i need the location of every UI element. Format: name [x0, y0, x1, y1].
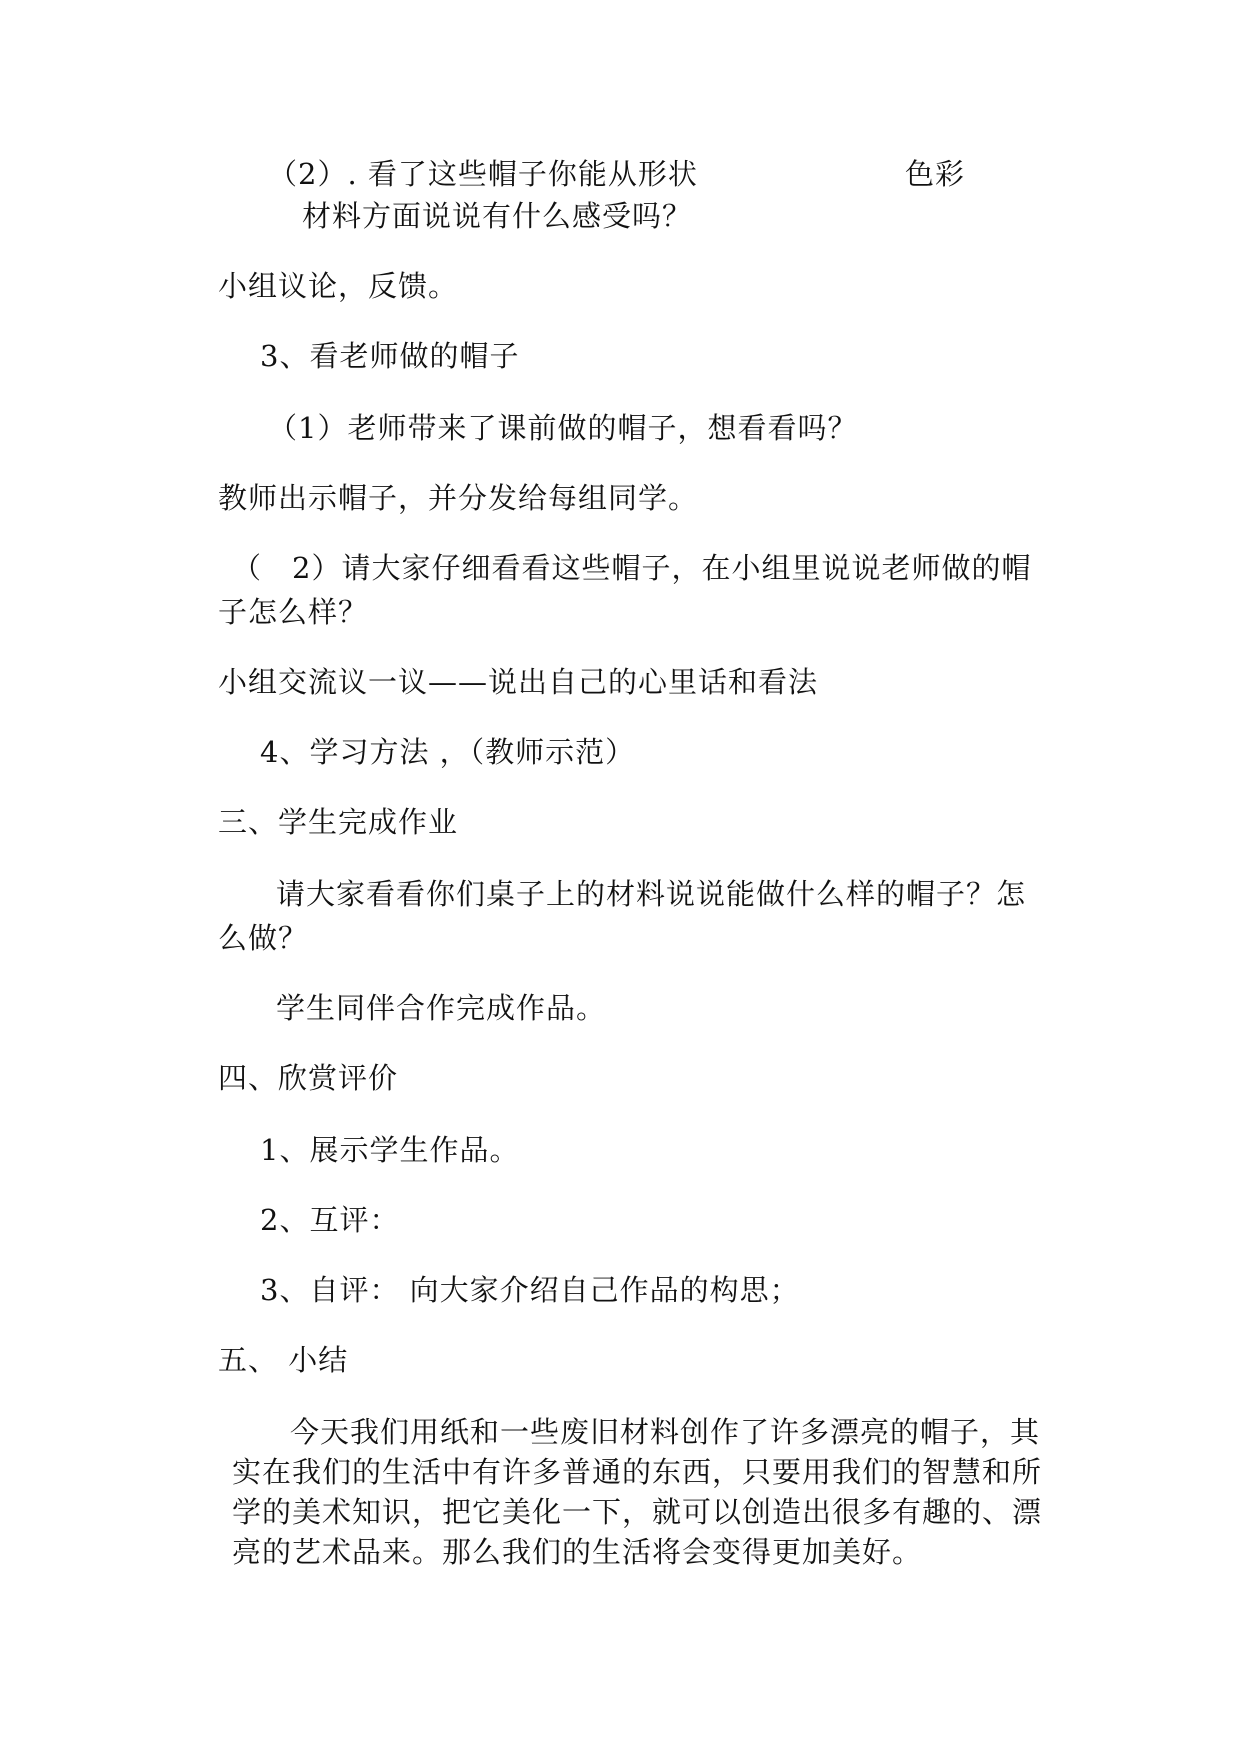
students-cooperate-text: 学生同伴合作完成作品。 — [276, 991, 607, 1025]
step-3-item-1: （1）老师带来了课前做的帽子，想看看吗？ — [268, 411, 858, 445]
section-4-item-3: 3、自评： 向大家介绍自己作品的构思； — [260, 1273, 800, 1307]
step-3-item-2: （ 2）请大家仔细看看这些帽子，在小组里说说老师做的帽 — [232, 551, 1032, 585]
section-5-heading: 五、 小结 — [218, 1343, 349, 1377]
group-discussion-text: 小组议论，反馈。 — [218, 269, 459, 303]
question-2-line-start: （2）. 看了这些帽子你能从形状 — [268, 157, 698, 191]
summary-paragraph-line-1: 今天我们用纸和一些废旧材料创作了许多漂亮的帽子，其 — [290, 1415, 1041, 1449]
step-3-heading: 3、看老师做的帽子 — [260, 339, 520, 373]
section-3-paragraph: 请大家看看你们桌子上的材料说说能做什么样的帽子？怎 — [276, 877, 1027, 911]
step-4-heading: 4、学习方法 ，（教师示范） — [260, 735, 636, 769]
section-4-item-1: 1、展示学生作品。 — [260, 1133, 520, 1167]
step-3-item-2-continued: 子怎么样？ — [218, 595, 369, 629]
section-4-heading: 四、欣赏评价 — [218, 1061, 399, 1095]
teacher-shows-hats-text: 教师出示帽子，并分发给每组同学。 — [218, 481, 699, 515]
section-4-item-2: 2、互评： — [260, 1203, 400, 1237]
summary-paragraph-line-2: 实在我们的生活中有许多普通的东西，只要用我们的智慧和所 — [232, 1455, 1043, 1489]
question-2-line-end: 材料方面说说有什么感受吗？ — [302, 199, 693, 233]
group-exchange-text: 小组交流议一议——说出自己的心里话和看法 — [218, 665, 819, 699]
summary-paragraph-line-4: 亮的艺术品来。那么我们的生活将会变得更加美好。 — [232, 1535, 923, 1569]
summary-paragraph-line-3: 学的美术知识，把它美化一下，就可以创造出很多有趣的、漂 — [232, 1495, 1043, 1529]
question-2-color-word: 色彩 — [905, 157, 966, 191]
section-3-heading: 三、学生完成作业 — [218, 805, 459, 839]
section-3-paragraph-continued: 么做？ — [218, 921, 309, 955]
